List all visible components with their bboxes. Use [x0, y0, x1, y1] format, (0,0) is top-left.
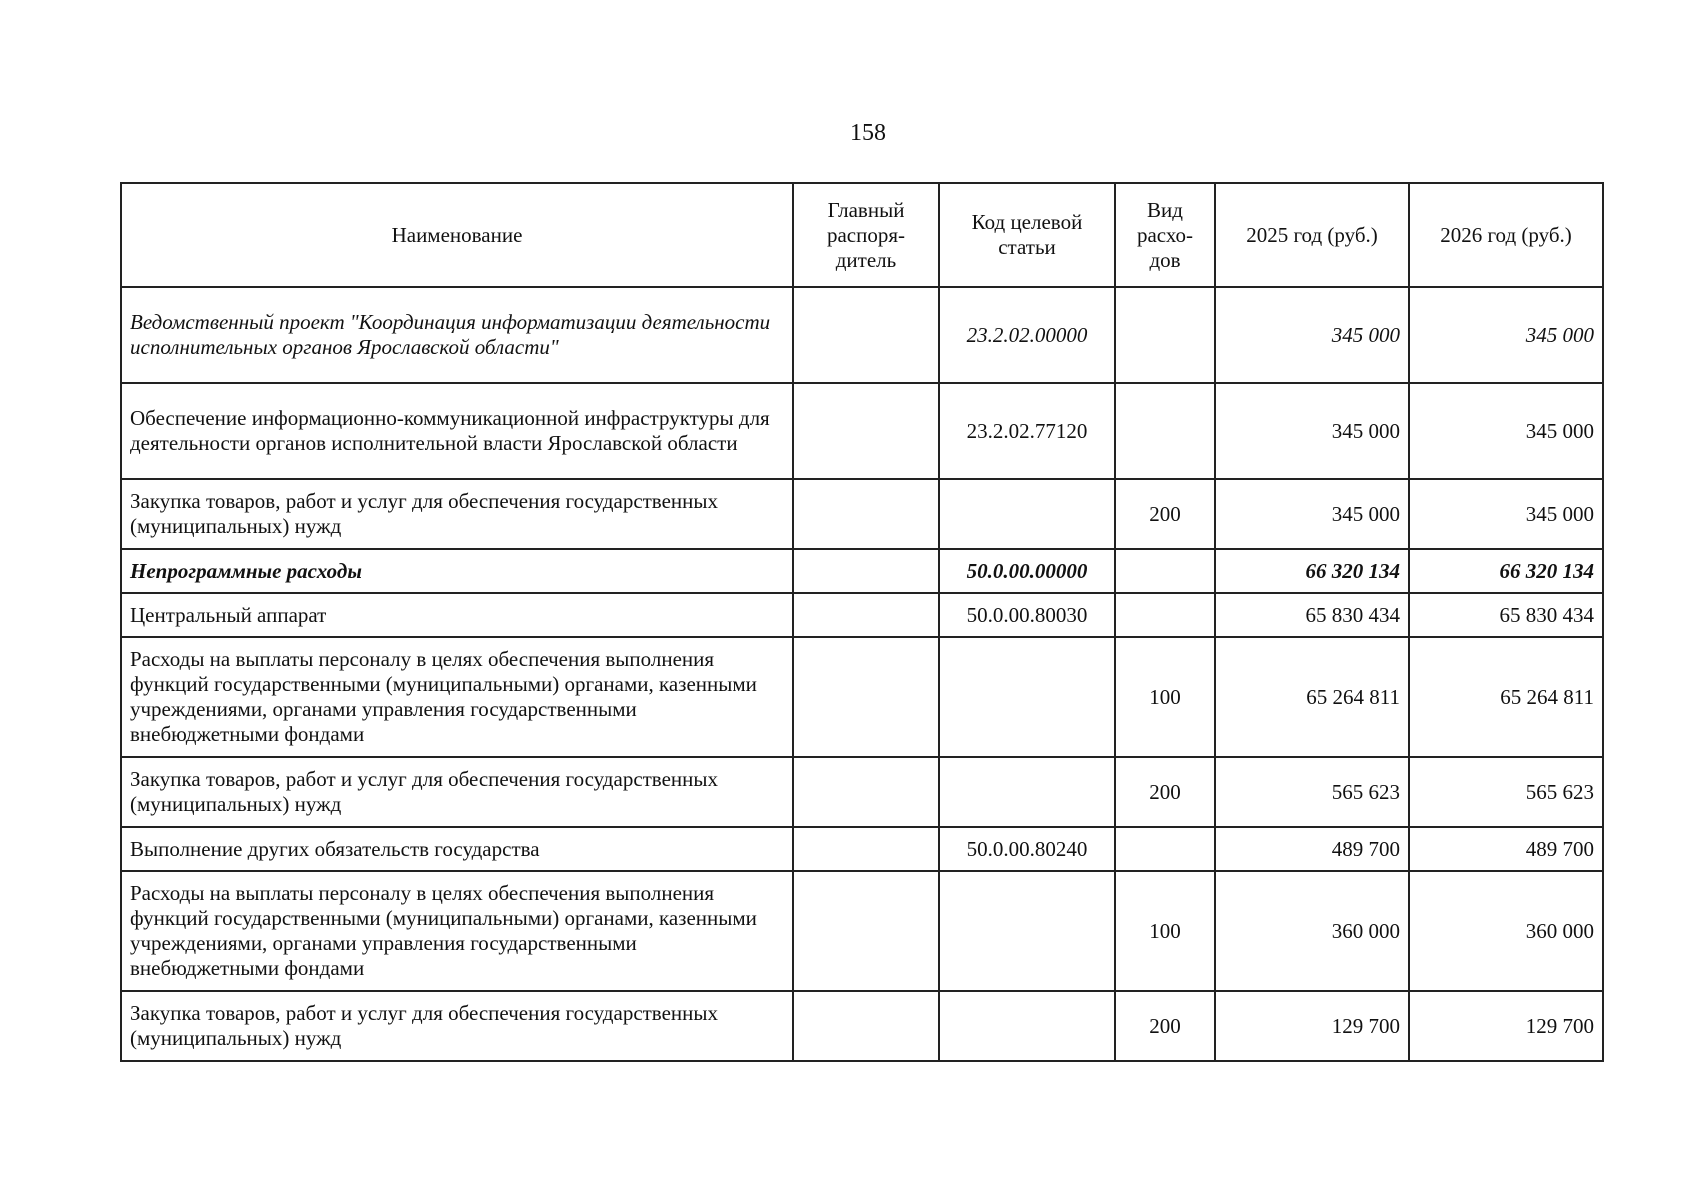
- cell-vid: [1115, 593, 1215, 637]
- cell-rasp: [793, 871, 939, 991]
- cell-2025: 129 700: [1215, 991, 1409, 1061]
- cell-vid: [1115, 383, 1215, 479]
- table-row: [121, 383, 1603, 479]
- cell-2025: 489 700: [1215, 827, 1409, 871]
- cell-vid: [1115, 549, 1215, 593]
- table-body: [121, 287, 1603, 1061]
- cell-rasp: [793, 593, 939, 637]
- cell-rasp: [793, 827, 939, 871]
- cell-name: Закупка товаров, работ и услуг для обеспечения государственных (муниципальных) нужд: [121, 479, 793, 549]
- cell-rasp: [793, 637, 939, 757]
- table-row: [121, 637, 1603, 757]
- table-row: [121, 479, 1603, 549]
- cell-2025: 345 000: [1215, 479, 1409, 549]
- cell-code: [939, 871, 1115, 991]
- cell-vid: [1115, 287, 1215, 383]
- cell-code: 23.2.02.00000: [939, 287, 1115, 383]
- cell-2025: 565 623: [1215, 757, 1409, 827]
- table-row: [121, 871, 1603, 991]
- cell-name: Центральный аппарат: [121, 593, 793, 637]
- cell-vid: 200: [1115, 757, 1215, 827]
- header-2026: 2026 год (руб.): [1409, 183, 1603, 287]
- cell-name: Расходы на выплаты персоналу в целях обеспечения выполнения функций государственными (муниципальными) органами, казенными учреждениями, органами управления государственными внебюджетными фондами: [121, 871, 793, 991]
- cell-vid: [1115, 827, 1215, 871]
- cell-code: 50.0.00.80030: [939, 593, 1115, 637]
- cell-rasp: [793, 549, 939, 593]
- cell-2026: 66 320 134: [1409, 549, 1603, 593]
- cell-2026: 489 700: [1409, 827, 1603, 871]
- cell-2026: 129 700: [1409, 991, 1603, 1061]
- cell-2026: 65 830 434: [1409, 593, 1603, 637]
- table-row: [121, 549, 1603, 593]
- cell-2026: 65 264 811: [1409, 637, 1603, 757]
- cell-2026: 360 000: [1409, 871, 1603, 991]
- cell-vid: 200: [1115, 479, 1215, 549]
- cell-vid: 100: [1115, 871, 1215, 991]
- cell-2026: 345 000: [1409, 287, 1603, 383]
- header-2025: 2025 год (руб.): [1215, 183, 1409, 287]
- cell-code: 50.0.00.00000: [939, 549, 1115, 593]
- cell-rasp: [793, 383, 939, 479]
- cell-2025: 345 000: [1215, 287, 1409, 383]
- cell-code: [939, 991, 1115, 1061]
- cell-name: Выполнение других обязательств государства: [121, 827, 793, 871]
- table-row: [121, 287, 1603, 383]
- cell-name: Непрограммные расходы: [121, 549, 793, 593]
- cell-rasp: [793, 287, 939, 383]
- budget-table: [120, 182, 1604, 1062]
- cell-2025: 360 000: [1215, 871, 1409, 991]
- cell-name: Закупка товаров, работ и услуг для обеспечения государственных (муниципальных) нужд: [121, 757, 793, 827]
- header-name: Наименование: [121, 183, 793, 287]
- cell-vid: 100: [1115, 637, 1215, 757]
- page-number: 158: [850, 120, 886, 146]
- header-row: [121, 183, 1603, 287]
- cell-vid: 200: [1115, 991, 1215, 1061]
- table-row: [121, 757, 1603, 827]
- header-vid: Вид расхо- дов: [1115, 183, 1215, 287]
- table-row: [121, 827, 1603, 871]
- cell-2025: 65 264 811: [1215, 637, 1409, 757]
- cell-2026: 345 000: [1409, 383, 1603, 479]
- cell-name: Закупка товаров, работ и услуг для обеспечения государственных (муниципальных) нужд: [121, 991, 793, 1061]
- cell-name: Ведомственный проект "Координация информатизации деятельности исполнительных органов Ярославской области": [121, 287, 793, 383]
- header-code: Код целевой статьи: [939, 183, 1115, 287]
- cell-code: [939, 757, 1115, 827]
- table-row: [121, 593, 1603, 637]
- cell-code: [939, 637, 1115, 757]
- cell-rasp: [793, 757, 939, 827]
- cell-code: 50.0.00.80240: [939, 827, 1115, 871]
- cell-rasp: [793, 479, 939, 549]
- cell-2026: 345 000: [1409, 479, 1603, 549]
- cell-2025: 345 000: [1215, 383, 1409, 479]
- cell-name: Обеспечение информационно-коммуникационной инфраструктуры для деятельности органов исполнительной власти Ярославской области: [121, 383, 793, 479]
- header-rasp: Главный распоря- дитель: [793, 183, 939, 287]
- cell-rasp: [793, 991, 939, 1061]
- cell-2025: 65 830 434: [1215, 593, 1409, 637]
- cell-code: [939, 479, 1115, 549]
- cell-2026: 565 623: [1409, 757, 1603, 827]
- cell-2025: 66 320 134: [1215, 549, 1409, 593]
- cell-name: Расходы на выплаты персоналу в целях обеспечения выполнения функций государственными (муниципальными) органами, казенными учреждениями, органами управления государственными внебюджетными фондами: [121, 637, 793, 757]
- cell-code: 23.2.02.77120: [939, 383, 1115, 479]
- table-row: [121, 991, 1603, 1061]
- table-header: [121, 183, 1603, 287]
